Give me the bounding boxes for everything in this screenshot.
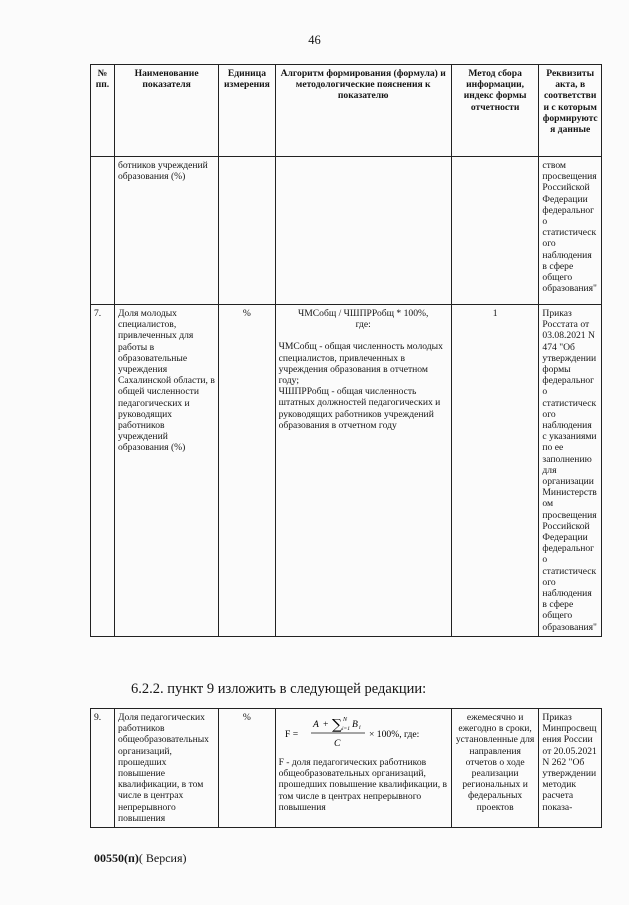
cell-indicator-name: ботников учреждений образования (%)	[114, 157, 218, 305]
formula-rhs: × 100%, где:	[369, 729, 420, 740]
cell-algorithm	[275, 709, 451, 828]
section-heading: 6.2.2. пункт 9 изложить в следующей редакции:	[131, 681, 427, 697]
table-row-continued	[91, 157, 602, 305]
definition-1: ЧМСобщ - общая численность молодых специалистов, привлеченных в учреждения образования в отчетном году;	[278, 341, 443, 387]
header-collection-method: Метод сбора информации, индекс формы отчетности	[451, 65, 539, 157]
cell-number: 9.	[91, 709, 115, 828]
formula-sub-i: i	[359, 725, 361, 731]
cell-method: 1	[451, 305, 539, 637]
formula-sum-bottom: i=1	[342, 726, 351, 732]
header-algorithm: Алгоритм формирования (формула) и методологические пояснения к показателю	[275, 65, 451, 157]
table-row-7	[91, 305, 602, 637]
indicators-table	[90, 64, 602, 637]
table-header-row	[91, 65, 602, 157]
svg-text:+: +	[323, 719, 329, 730]
cell-unit: %	[219, 305, 275, 637]
header-number: № пп.	[91, 65, 115, 157]
formula-where: где:	[355, 319, 371, 331]
header-indicator-name: Наименование показателя	[114, 65, 218, 157]
formula-num-b: B	[352, 719, 359, 730]
formula-lhs: F =	[285, 729, 299, 740]
header-unit: Единица измерения	[219, 65, 275, 157]
cell-method: ежемесячно и ежегодно в сроки, установленные для направления отчетов о ходе реализации региональных и федеральных проектов	[451, 709, 539, 828]
formula-line: ЧМСобщ / ЧШПРРобщ * 100%,	[297, 308, 429, 319]
formula-sum-top: N	[343, 717, 348, 723]
cell-algorithm	[275, 157, 451, 305]
formula-num-a: A	[313, 719, 320, 730]
cell-indicator-name: Доля молодых специалистов, привлеченных для работы в образовательные учреждения Сахалинской области, в общей численности педагогических и руководящих работников учреждений образования (%)	[114, 305, 218, 637]
table-row-9	[91, 709, 602, 828]
cell-unit	[219, 157, 275, 305]
page-number: 46	[308, 33, 321, 47]
cell-requisites: ством просвещения Российской Федерации федерального статистического наблюдения в сфере общего образования"	[539, 157, 602, 305]
cell-number	[91, 157, 115, 305]
document-footer	[94, 851, 187, 866]
formula-fraction	[283, 713, 443, 753]
cell-requisites: Приказ Росстата от 03.08.2021 N 474 "Об утверждении формы федерального статистического наблюдения с указаниями по ее заполнению для организации Министерством просвещения Российской Федерации федерального статистического наблюдения в сфере общего образования"	[539, 305, 602, 637]
header-requisites: Реквизиты акта, в соответствии с которым формируются данные	[539, 65, 602, 157]
cell-unit: %	[219, 709, 275, 828]
document-code: 00550(п)	[94, 851, 139, 865]
definition-2: ЧШПРРобщ - общая численность штатных должностей педагогических и руководящих работников учреждений образования в отчетном году	[278, 386, 441, 431]
cell-number: 7.	[91, 305, 115, 637]
definition-f: F - доля педагогических работников общеобразовательных организаций, прошедших повышение квалификации, в том числе в центрах непрерывного повышения	[278, 757, 448, 813]
cell-method	[451, 157, 539, 305]
formula-den: C	[334, 738, 341, 749]
cell-requisites: Приказ Минпросвещения России от 20.05.2021 N 262 "Об утверждении методик расчета показа-	[539, 709, 602, 828]
cell-indicator-name: Доля педагогических работников общеобразовательных организаций, прошедших повышение квалификации, в том числе в центрах непрерывного повышения	[114, 709, 218, 828]
cell-algorithm	[275, 305, 451, 637]
document-version: ( Версия)	[138, 851, 187, 865]
indicators-table-9	[90, 708, 602, 828]
svg-text:∑: ∑	[332, 717, 343, 733]
